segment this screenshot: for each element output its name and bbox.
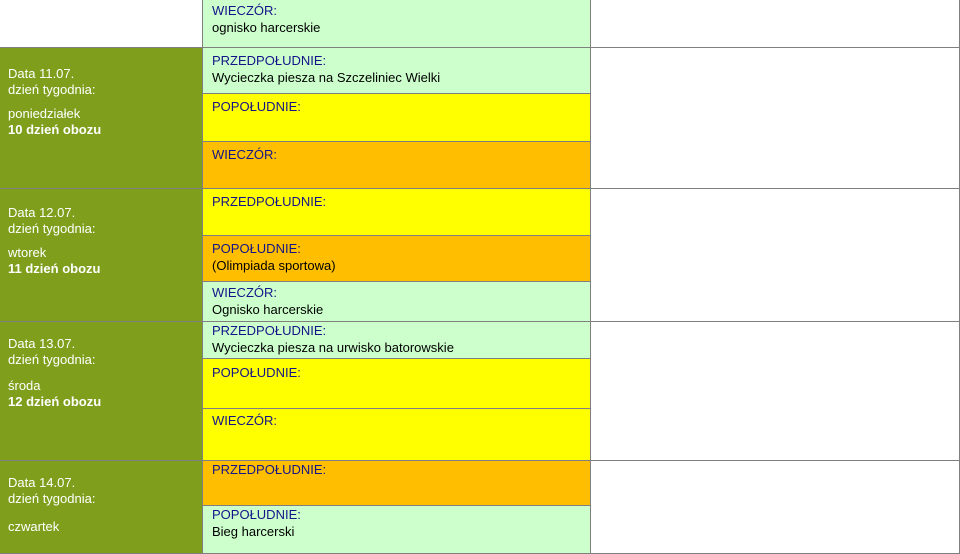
activity-afternoon [203,506,591,554]
activity-label: WIECZÓR: [212,3,277,18]
activity-label: POPOŁUDNIE: [212,99,301,114]
activity-desc: Bieg harcerski [212,524,295,539]
camp-day: 10 dzień obozu [8,122,102,137]
activity-desc: ognisko harcerskie [212,20,321,35]
day-date: Data 13.07. [8,336,76,351]
activity-label: WIECZÓR: [212,413,277,428]
activity-forenoon [203,322,591,359]
day-date: Data 11.07. [8,66,75,81]
activity-label: PRZEDPOŁUDNIE: [212,53,327,68]
activity-desc: (Olimpiada sportowa) [212,258,336,273]
notes-cell [591,0,960,48]
camp-day: 11 dzień obozu [8,261,101,276]
day-cell [0,189,203,322]
notes-cell [591,461,960,554]
activity-desc: Wycieczka piesza na urwisko batorowskie [212,340,454,355]
activity-afternoon [203,359,591,409]
day-weekday-label: dzień tygodnia: [8,352,96,367]
activity-label: POPOŁUDNIE: [212,241,301,256]
day-cell [0,48,203,189]
day-cell [0,461,203,554]
day-weekday: czwartek [8,519,60,534]
day-cell-empty [0,0,203,48]
activity-evening [203,0,591,48]
day-weekday: środa [8,378,41,393]
day-weekday: wtorek [8,245,47,260]
activity-desc: Ognisko harcerskie [212,302,324,317]
day-weekday: poniedziałek [8,106,81,121]
activity-evening [203,142,591,189]
activity-evening [203,282,591,322]
activity-label: PRZEDPOŁUDNIE: [212,323,327,338]
activity-label: WIECZÓR: [212,285,277,300]
notes-cell [591,48,960,189]
activity-forenoon [203,461,591,506]
activity-label: PRZEDPOŁUDNIE: [212,462,327,477]
activity-label: WIECZÓR: [212,147,277,162]
day-date: Data 12.07. [8,205,76,220]
notes-cell [591,189,960,322]
activity-label: PRZEDPOŁUDNIE: [212,194,327,209]
activity-forenoon [203,189,591,236]
activity-afternoon [203,94,591,142]
activity-evening [203,409,591,461]
activity-forenoon [203,48,591,94]
day-cell [0,322,203,461]
notes-cell [591,322,960,461]
activity-afternoon [203,236,591,282]
camp-day: 12 dzień obozu [8,394,102,409]
day-weekday-label: dzień tygodnia: [8,82,96,97]
activity-label: POPOŁUDNIE: [212,507,301,522]
day-weekday-label: dzień tygodnia: [8,491,96,506]
day-date: Data 14.07. [8,475,76,490]
day-weekday-label: dzień tygodnia: [8,221,96,236]
activity-label: POPOŁUDNIE: [212,365,301,380]
activity-desc: Wycieczka piesza na Szczeliniec Wielki [212,70,441,85]
